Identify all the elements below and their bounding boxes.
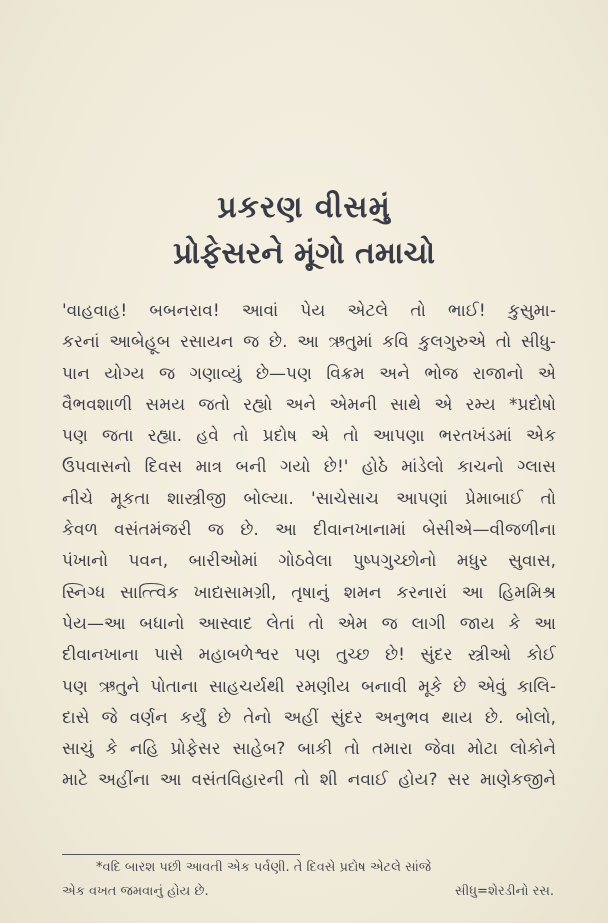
body-line: કરનાં આબેહૂબ રસાયન જ છે. આ ઋતુમાં કવિ કુલગુરુએ તો સીધુ- xyxy=(62,332,556,353)
body-line: સાચું કે નહિ પ્રોફેસર સાહેબ? બાકી તો તમારા જેવા મોટા લોકોને xyxy=(62,739,556,760)
body-line: દાસે જે વર્ણન કર્યું છે તેનો અહીં સુંદર અનુભવ થાય છે. બોલો, xyxy=(62,707,556,728)
body-line: નીચે મૂકતા શાસ્ત્રીજી બોલ્યા. 'સાચેસાચ આપણાં પ્રેમાબાઈ તો xyxy=(62,488,556,509)
body-line: પાન યોગ્ય જ ગણાવ્યું છે—પણ વિક્રમ અને ભોજ રાજાનો એ xyxy=(62,363,556,384)
body-line: દીવાનખાના પાસે મહાબળેશ્વર પણ તુચ્છ છે! સુંદર સ્ત્રીઓ કોઈ xyxy=(62,645,556,666)
footnote-line: *વદિ બારશ પછી આવતી એક પર્વણી. તે દિવસે પ્રદોષ એટલે સાંજે xyxy=(96,860,432,875)
body-line: સ્નિગ્ધ સાત્ત્વિક ખાદ્યસામગ્રી, તૃષાનું શમન કરનારાં આ હિમમિશ્ર xyxy=(62,582,556,603)
body-line: ઉપવાસનો દિવસ માત્ર બની ગયો છે!' હોઠે માંડેલો કાચનો ગ્લાસ xyxy=(62,457,556,478)
footnote-gloss: સીધુ=શેરડીનો રસ. xyxy=(455,884,554,899)
body-line: વૈભવશાળી સમય જતો રહ્યો અને એમની સાથે એ રમ્ય *પ્રદોષો xyxy=(62,394,556,415)
chapter-number: પ્રકરણ વીસમું xyxy=(217,190,391,225)
footnote xyxy=(62,856,556,904)
body-line: 'વાહવાહ! બબનરાવ! આવાં પેય એટલે તો ભાઈ! કુસુમા- xyxy=(62,301,556,321)
footnote-line: એક વખત જમવાનું હોય છે. xyxy=(62,884,209,899)
body-line: પણ જતા રહ્યા. હવે તો પ્રદોષ એ તો આપણા ભરતખંડમાં એક xyxy=(62,426,556,447)
body-line: પંખાનો પવન, બારીઓમાં ગોઠવેલા પુષ્પગુચ્છોનો મધુર સુવાસ, xyxy=(62,551,556,572)
body-line: કેવળ વસંતમંજરી જ છે. આ દીવાનખાનામાં બેસીએ—વીજળીના xyxy=(62,520,556,541)
body-line: પણ ઋતુને પોતાના સાહચર્યથી રમણીય બનાવી મૂકે છે એવું કાલિ- xyxy=(62,676,556,697)
chapter-title: પ્રોફેસરને મૂંગો તમાચો xyxy=(173,236,435,271)
body-line: પેય—આ બધાનો આસ્વાદ લેતાં તો એમ જ લાગી જાય કે આ xyxy=(62,613,556,634)
footnote-row xyxy=(62,880,556,904)
footnote-divider xyxy=(62,854,300,855)
body-line: માટે અહીંના આ વસંતવિહારની તો શી નવાઈ હોય? સર માણેકજીને xyxy=(62,770,556,791)
body-text xyxy=(62,296,556,797)
